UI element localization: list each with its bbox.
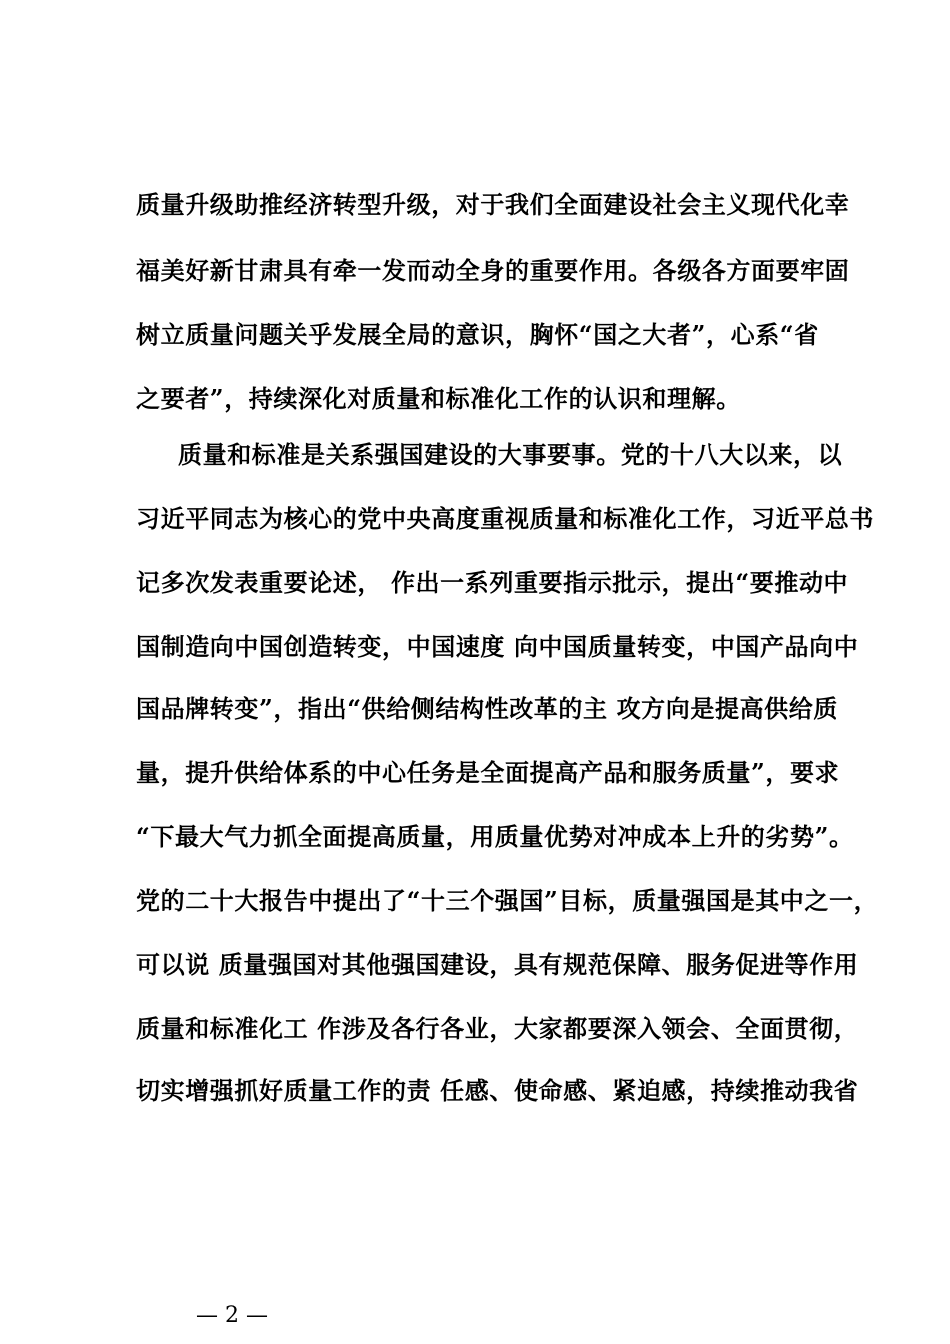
paragraph-line: 可以说 质量强国对其他强国建设，具有规范保障、服务促进等作用 — [136, 950, 859, 979]
paragraph-line: 质量和标准是关系强国建设的大事要事。党的十八大以来，以 — [178, 440, 843, 469]
paragraph-line: 福美好新甘肃具有牵一发而动全身的重要作用。各级各方面要牢固 — [136, 256, 850, 285]
paragraph-line: 国品牌转变”，指出“供给侧结构性改革的主 攻方向是提高供给质 — [136, 694, 838, 723]
paragraph-line: 切实增强抓好质量工作的责 任感、使命感、紧迫感，持续推动我省 — [136, 1076, 859, 1105]
page-number: — 2 — — [196, 1303, 268, 1328]
paragraph-line: 习近平同志为核心的党中央高度重视质量和标准化工作，习近平总书 — [136, 504, 874, 533]
paragraph-line: 质量升级助推经济转型升级，对于我们全面建设社会主义现代化幸 — [136, 190, 850, 219]
paragraph-line: 之要者”，持续深化对质量和标准化工作的认识和理解。 — [136, 384, 741, 413]
paragraph-line: 树立质量问题关乎发展全局的意识，胸怀“国之大者”，心系“省 — [136, 320, 819, 349]
paragraph-line: 记多次发表重要论述， 作出一系列重要指示批示，提出“要推动中 — [136, 568, 849, 597]
paragraph-line: 国制造向中国创造转变，中国速度 向中国质量转变，中国产品向中 — [136, 632, 859, 661]
paragraph-line: 党的二十大报告中提出了“十三个强国”目标，质量强国是其中之一， — [136, 886, 879, 915]
paragraph-line: 量，提升供给体系的中心任务是全面提高产品和服务质量”，要求 — [136, 758, 840, 787]
paragraph-line: “下最大气力抓全面提高质量，用质量优势对冲成本上升的劣势”。 — [136, 822, 854, 851]
paragraph-line: 质量和标准化工 作涉及各行各业，大家都要深入领会、全面贯彻， — [136, 1014, 859, 1043]
